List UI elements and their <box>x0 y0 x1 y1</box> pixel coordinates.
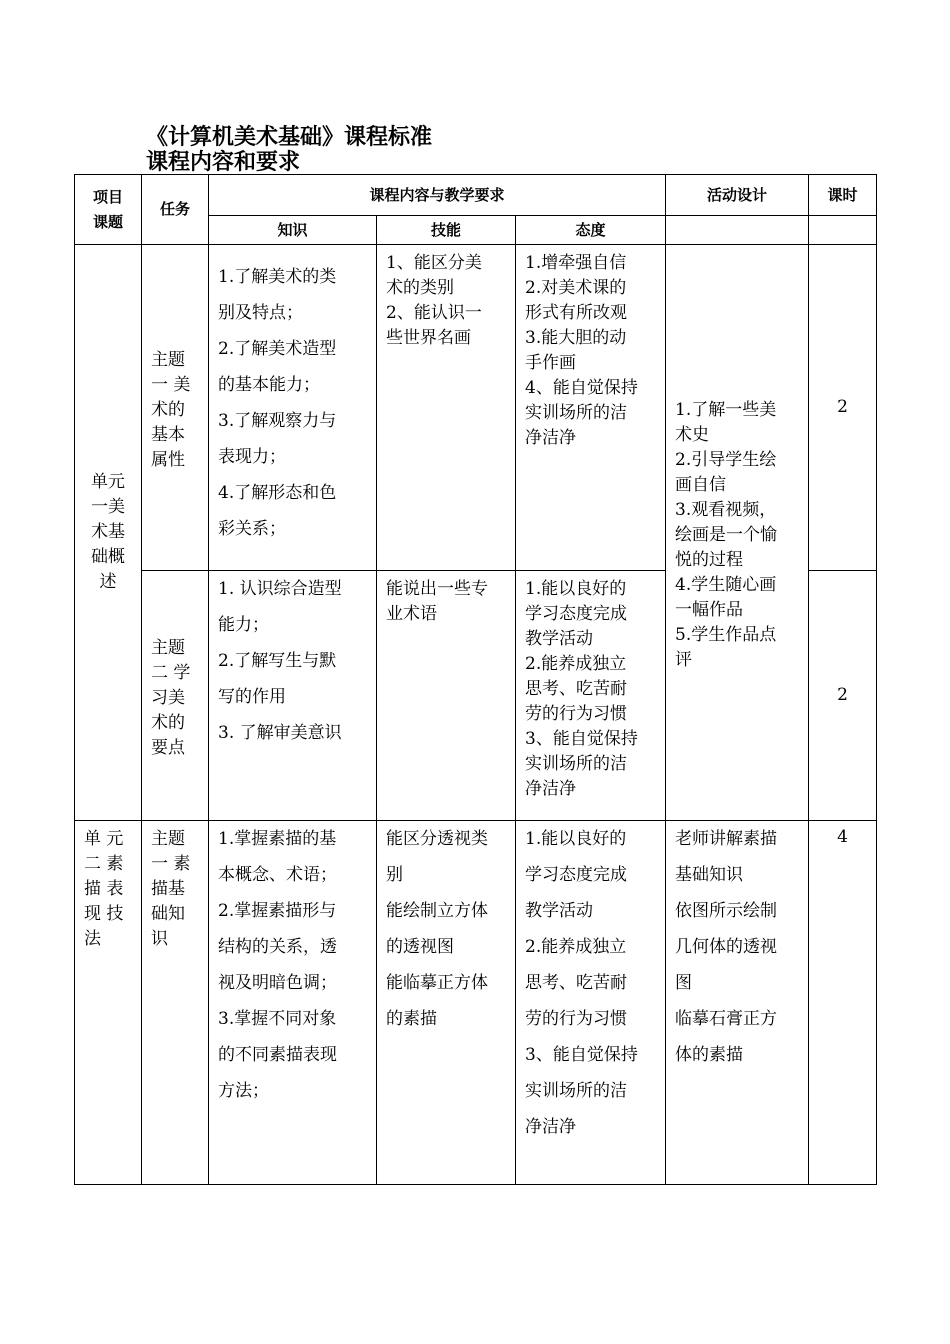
table-row <box>75 821 877 1185</box>
header-activity: 活动设计 <box>666 175 809 216</box>
header-row-1 <box>75 175 877 216</box>
header-attitude: 态度 <box>516 216 666 245</box>
curriculum-table <box>74 174 877 1185</box>
header-skill: 技能 <box>377 216 516 245</box>
unit1-topic2-attitude: 1.能以良好的 学习态度完成 教学活动 2.能养成独立 思考、吃苦耐 劳的行为习惯 3、能自觉保持 实训场所的洁 净洁净 <box>516 571 666 821</box>
unit2-skill: 能区分透视类 别 能绘制立方体 的透视图 能临摹正方体 的素描 <box>377 821 516 1185</box>
header-knowledge: 知识 <box>209 216 377 245</box>
unit1-topic1-hours: 2 <box>809 245 877 571</box>
unit2-hours: 4 <box>809 821 877 1185</box>
document-title: 《计算机美术基础》课程标准 <box>146 124 433 150</box>
header-content: 课程内容与教学要求 <box>209 175 666 216</box>
unit1-topic1-knowledge: 1.了解美术的类 别及特点； 2.了解美术造型 的基本能力； 3.了解观察力与 表现力； 4.了解形态和色 彩关系； <box>209 245 377 571</box>
unit2-attitude: 1.能以良好的 学习态度完成 教学活动 2.能养成独立 思考、吃苦耐 劳的行为习惯 3、能自觉保持 实训场所的洁 净洁净 <box>516 821 666 1185</box>
section-title: 课程内容和要求 <box>146 149 301 175</box>
header-task: 任务 <box>142 175 209 245</box>
unit1-topic2-skill: 能说出一些专 业术语 <box>377 571 516 821</box>
unit2-knowledge: 1.掌握素描的基 本概念、术语； 2.掌握素描形与 结构的关系，透 视及明暗色调； 3.掌握不同对象 的不同素描表现 方法； <box>209 821 377 1185</box>
unit1-topic1-skill: 1、能区分美 术的类别 2、能认识一 些世界名画 <box>377 245 516 571</box>
header-hours: 课时 <box>809 175 877 216</box>
unit2-activity: 老师讲解素描 基础知识 依图所示绘制 几何体的透视 图 临摹石膏正方 体的素描 <box>666 821 809 1185</box>
unit1-topic1-attitude: 1.增牵强自信 2.对美术课的 形式有所改观 3.能大胆的动 手作画 4、能自觉保持 实训场所的洁 净洁净 <box>516 245 666 571</box>
unit2-name: 单 元 二 素 描 表 现 技 法 <box>75 821 142 1185</box>
unit2-task: 主题 一 素 描基 础知 识 <box>142 821 209 1185</box>
header-activity-blank <box>666 216 809 245</box>
header-hours-blank <box>809 216 877 245</box>
unit1-topic2-hours: 2 <box>809 571 877 821</box>
unit1-topic1-task: 主题 一 美 术的 基本 属性 <box>142 245 209 571</box>
table-row <box>75 245 877 571</box>
unit1-topic2-knowledge: 1. 认识综合造型 能力； 2.了解写生与默 写的作用 3. 了解审美意识 <box>209 571 377 821</box>
unit1-topic2-task: 主题 二 学 习美 术的 要点 <box>142 571 209 821</box>
header-project: 项目 课题 <box>75 175 142 245</box>
unit1-activity: 1.了解一些美 术史 2.引导学生绘 画自信 3.观看视频， 绘画是一个愉 悦的过程 4.学生随心画 一幅作品 5.学生作品点 评 <box>666 245 809 821</box>
unit1-name: 单元 一美 术基 础概 述 <box>75 245 142 821</box>
